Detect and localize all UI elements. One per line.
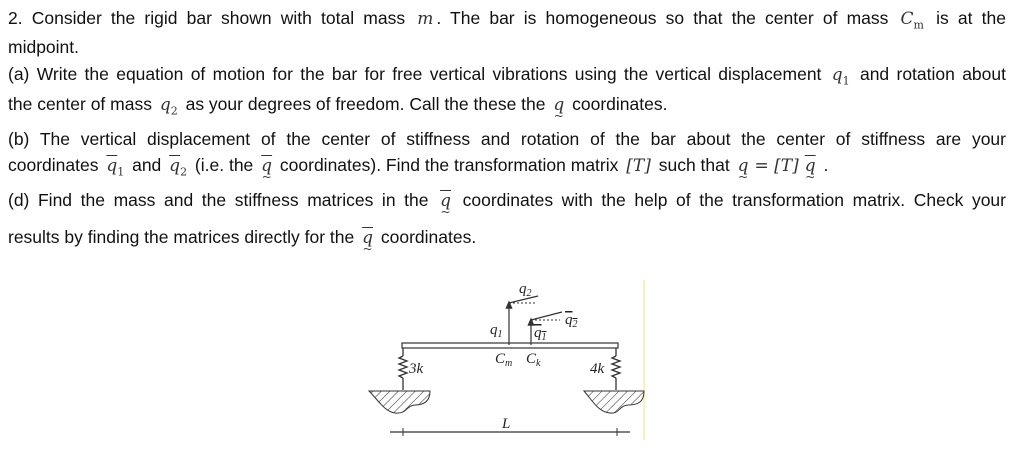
q2-label: $q_2$: [519, 281, 532, 299]
spring-left-label: 3k: [409, 361, 424, 377]
math-base: m: [417, 9, 434, 29]
math-subscript: m: [913, 18, 924, 32]
math-base: q: [831, 65, 843, 85]
right-spring: [612, 348, 620, 390]
math-base: C: [900, 9, 914, 29]
math-base: $\overline{q}$: [169, 156, 181, 176]
text-segment: coordinates). Find the transformation matrix: [275, 155, 624, 175]
cm-label: $C_m$: [495, 351, 513, 369]
math-base: $\overline{q}$: [106, 156, 118, 176]
qbar2-label: $q_2$: [565, 312, 578, 330]
text-segment: such that: [653, 155, 735, 175]
text-segment: coordinates.: [567, 94, 668, 114]
ck-label: $C_k$: [526, 351, 541, 369]
math-subscript: 2: [180, 165, 188, 179]
text-segment: (a) Write the equation of motion for the bar for free vertical vibrations using the vertical displacement: [8, 64, 829, 84]
text-segment: as your degrees of freedom. Call the these the: [180, 94, 551, 114]
q2-arrow: [509, 296, 538, 303]
text-segment: coordinates: [8, 155, 104, 175]
math-base: q: [737, 156, 749, 176]
text-segment: coordinates with the help of the transformation matrix. Check your: [454, 190, 1006, 210]
math-base: [T]: [626, 156, 651, 176]
math-base: q: [159, 95, 171, 115]
text-segment: (i.e. the: [190, 155, 259, 175]
text-segment: coordinates.: [376, 227, 477, 247]
left-ground: [369, 391, 430, 413]
math-base: $\overline{q}$: [804, 156, 816, 176]
text-segment: 2. Consider the rigid bar shown with total mass: [8, 8, 415, 28]
text-segment: and rotation about: [852, 64, 1006, 84]
text-segment: the center of mass: [8, 94, 157, 114]
rigid-bar: [402, 343, 618, 348]
math-base: $\overline{q}$: [261, 156, 273, 176]
qbar1-label: $q_1$: [534, 325, 547, 343]
spring-right-label: 4k: [590, 361, 605, 377]
text-segment: midpoint.: [8, 37, 80, 57]
text-segment: .: [818, 155, 829, 175]
text-segment: is at the: [926, 8, 1006, 28]
q1-label: $q_1$: [490, 322, 503, 340]
right-ground: [584, 391, 644, 413]
left-spring: [399, 348, 407, 390]
math-base: $\overline{q}$: [362, 228, 374, 248]
length-label: L: [502, 416, 511, 432]
text-segment: . The bar is homogeneous so that the center of mass: [436, 8, 898, 28]
math-base: q: [553, 95, 565, 115]
text-segment: results by finding the matrices directly for the: [8, 227, 360, 247]
math-subscript: 2: [170, 104, 178, 118]
math-base: $\overline{q}$: [440, 191, 451, 211]
text-segment: and: [127, 155, 167, 175]
qbar2-arrow: [531, 312, 562, 320]
math-subscript: 1: [117, 165, 125, 179]
text-segment: (d) Find the mass and the stiffness matrices in the: [8, 190, 438, 210]
math-subscript: 1: [842, 74, 850, 88]
text-segment: (b) The vertical displacement of the center of stiffness and rotation of the bar about the center of stiffness are your: [8, 129, 1006, 149]
math-base: = [T]: [754, 156, 799, 176]
